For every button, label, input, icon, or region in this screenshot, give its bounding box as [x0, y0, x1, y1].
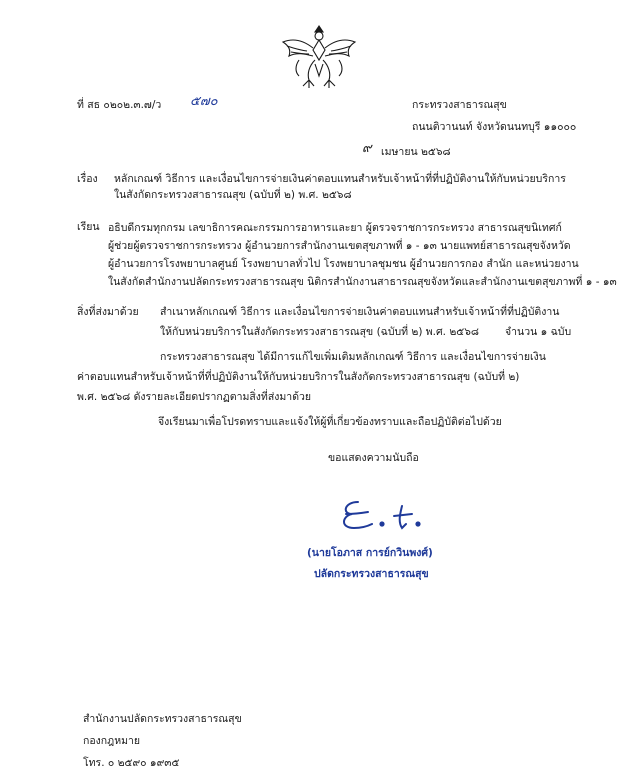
body-line: พ.ศ. ๒๕๖๘ ดังรายละเอียดปรากฏตามสิ่งที่ส่งมาด้วย — [77, 391, 312, 403]
subject-text — [114, 171, 566, 203]
recipient-label: เรียน — [77, 221, 100, 233]
subject-label: เรื่อง — [77, 173, 98, 185]
footer-office: สำนักงานปลัดกระทรวงสาธารณสุข — [83, 713, 242, 725]
subject-line: หลักเกณฑ์ วิธีการ และเงื่อนไขการจ่ายเงินค่าตอบแทนสำหรับเจ้าหน้าที่ที่ปฏิบัติงานให้กับหน่วยบริการ — [114, 173, 566, 185]
date-day-handwritten: ๙ — [362, 141, 372, 156]
recipient-line: อธิบดีกรมทุกกรม เลขาธิการคณะกรรมการอาหารและยา ผู้ตรวจราชการกระทรวง สาธารณสุขนิเทศก์ — [108, 222, 562, 234]
signatory-position: ปลัดกระทรวงสาธารณสุข — [314, 568, 429, 580]
body-line: ค่าตอบแทนสำหรับเจ้าหน้าที่ที่ปฏิบัติงานให้กับหน่วยบริการในสังกัดกระทรวงสาธารณสุข (ฉบับที่ ๒) — [77, 371, 520, 383]
enclosure-line: ให้กับหน่วยบริการในสังกัดกระทรวงสาธารณสุข (ฉบับที่ ๒) พ.ศ. ๒๕๖๘ — [160, 326, 479, 338]
recipient-line: ในสังกัดสำนักงานปลัดกระทรวงสาธารณสุข นิติกรสำนักงานสาธารณสุขจังหวัดและสำนักงานเขตสุขภาพที่ ๑ - ๑๓ — [108, 276, 617, 288]
body-line: กระทรวงสาธารณสุข ได้มีการแก้ไขเพิ่มเติมหลักเกณฑ์ วิธีการ และเงื่อนไขการจ่ายเงิน — [160, 351, 546, 363]
body-request: จึงเรียนมาเพื่อโปรดทราบและแจ้งให้ผู้ที่เกี่ยวข้องทราบและถือปฏิบัติต่อไปด้วย — [158, 416, 502, 428]
footer-division: กองกฎหมาย — [83, 735, 141, 747]
recipient-line: ผู้อำนวยการโรงพยาบาลศูนย์ โรงพยาบาลทั่วไป โรงพยาบาลชุมชน ผู้อำนวยการกอง สำนัก และหน่วยงาน — [108, 258, 579, 270]
reference-number: ที่ สธ ๐๒๐๒.๓.๗/ว — [77, 99, 162, 111]
ministry-name: กระทรวงสาธารณสุข — [412, 99, 507, 111]
closing-salutation: ขอแสดงความนับถือ — [328, 452, 419, 464]
reference-handwritten-number: ๕๗๐ — [190, 94, 218, 109]
garuda-emblem-icon — [279, 20, 359, 94]
signature-icon — [336, 492, 426, 536]
document-date: เมษายน ๒๕๖๘ — [381, 146, 451, 158]
subject-line: ในสังกัดกระทรวงสาธารณสุข (ฉบับที่ ๒) พ.ศ. ๒๕๖๘ — [114, 189, 352, 201]
recipient-text — [108, 219, 617, 291]
footer-phone: โทร. ๐ ๒๕๙๐ ๑๙๓๕ — [83, 757, 180, 769]
recipient-line: ผู้ช่วยผู้ตรวจราชการกระทรวง ผู้อำนวยการสำนักงานเขตสุขภาพที่ ๑ - ๑๓ นายแพทย์สาธารณสุขจังหวัด — [108, 240, 571, 252]
enclosure-line: สำเนาหลักเกณฑ์ วิธีการ และเงื่อนไขการจ่ายเงินค่าตอบแทนสำหรับเจ้าหน้าที่ที่ปฏิบัติงาน — [160, 306, 560, 318]
enclosure-label: สิ่งที่ส่งมาด้วย — [77, 306, 139, 318]
enclosure-count: จำนวน ๑ ฉบับ — [505, 326, 572, 338]
signatory-name: (นายโอภาส การย์กวินพงศ์) — [307, 547, 433, 559]
ministry-address: ถนนติวานนท์ จังหวัดนนทบุรี ๑๑๐๐๐ — [412, 121, 577, 133]
